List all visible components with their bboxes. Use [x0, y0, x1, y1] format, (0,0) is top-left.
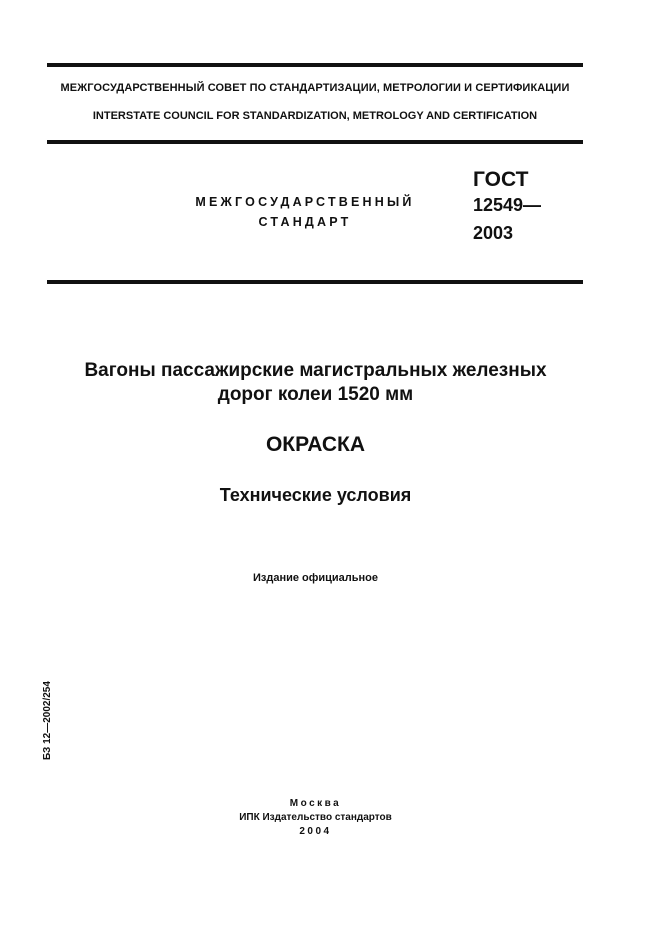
top-rule [47, 63, 583, 67]
standard-label: СТАНДАРТ [258, 215, 352, 229]
interstate-label: МЕЖГОСУДАРСТВЕННЫЙ [195, 195, 415, 209]
document-title-line-1: Вагоны пассажирские магистральных железных [84, 360, 547, 381]
imprint-city: Москва [289, 798, 342, 809]
side-code: БЗ 12—2002/254 [42, 681, 53, 760]
edition-label: Издание официальное [252, 572, 379, 584]
document-title-line-2: дорог колеи 1520 мм [217, 384, 414, 405]
council-name-en: INTERSTATE COUNCIL FOR STANDARDIZATION, METROLOGY AND CERTIFICATION [92, 110, 538, 122]
header-rule [47, 140, 583, 144]
gost-number: 12549— [473, 195, 542, 215]
council-name-ru: МЕЖГОСУДАРСТВЕННЫЙ СОВЕТ ПО СТАНДАРТИЗАЦИИ, МЕТРОЛОГИИ И СЕРТИФИКАЦИИ [60, 82, 570, 94]
imprint-year: 2004 [299, 826, 332, 837]
document-subject: ОКРАСКА [265, 433, 366, 456]
standard-block-rule [47, 280, 583, 284]
document-spec-type: Технические условия [219, 485, 412, 505]
imprint-publisher: ИПК Издательство стандартов [239, 812, 392, 823]
gost-label: ГОСТ [473, 168, 529, 191]
gost-year: 2003 [473, 223, 514, 243]
